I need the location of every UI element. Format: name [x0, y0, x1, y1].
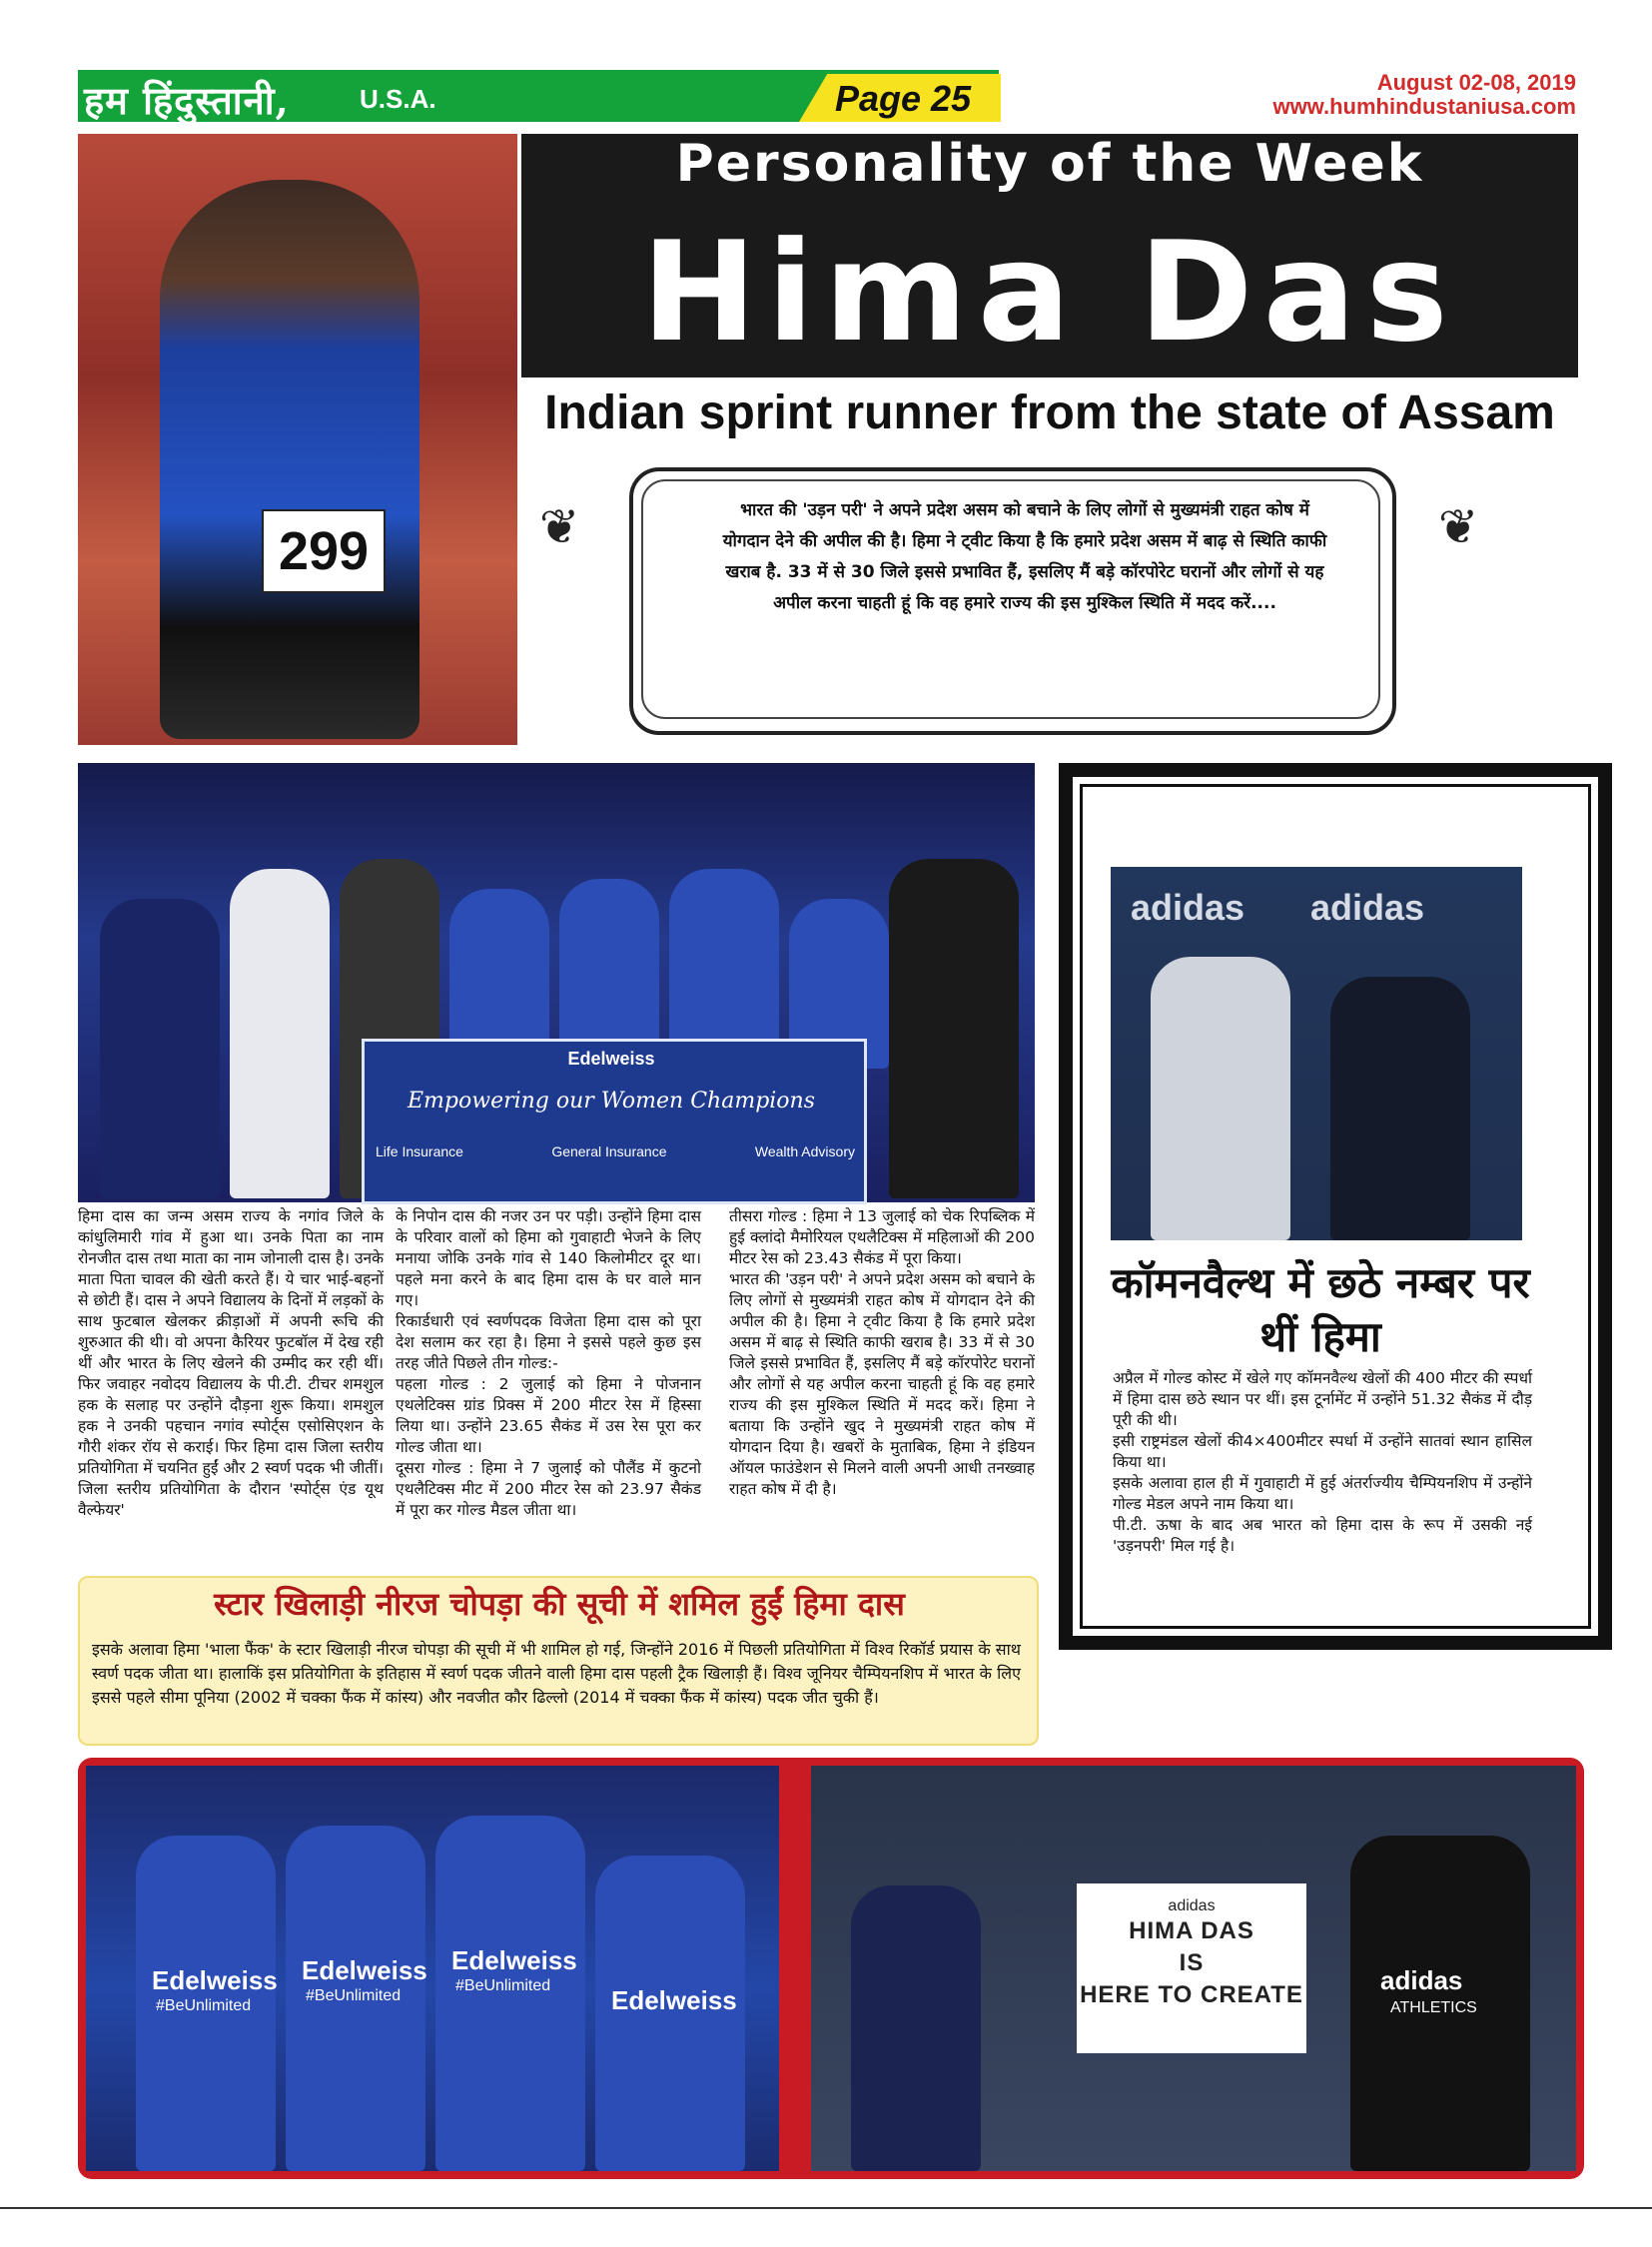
- tee-tag: #BeUnlimited: [455, 1977, 551, 1994]
- sign-logo: adidas: [1168, 1897, 1216, 1914]
- sign-line: IS: [1179, 1949, 1205, 1976]
- tee-brand: Edelweiss: [302, 1955, 427, 1985]
- side-paragraph: इसी राष्ट्रमंडल खेलों की4×400मीटर स्पर्धा में उन्होंने सातवां स्थान हासिल किया था।: [1113, 1432, 1532, 1471]
- article-paragraph: के निपोन दास की नजर उन पर पड़ी। उन्होंने हिमा दास के परिवार वालों को हिमा को गुवाहाटी भेजने के लिए मनाया जोकि उनके गांव से 140 किलोमीटर दूर था। पहले मना करने के बाद हिमा दास के घर वाले मान गए।: [396, 1207, 701, 1309]
- person-figure: [230, 869, 330, 1198]
- side-paragraph: इसके अलावा हाल ही में गुवाहाटी में हुई अंतर्राज्यीय चैम्पियनशिप में उन्होंने गोल्ड मेडल अपने नाम किया था।: [1113, 1474, 1532, 1513]
- ornament-left-icon: ❦: [539, 499, 580, 555]
- article-column-2: [396, 1206, 701, 1521]
- tee-tag: #BeUnlimited: [306, 1987, 402, 2004]
- article-paragraph: पहला गोल्ड : 2 जुलाई को हिमा ने पोजनान एथलेटिक्स ग्रांड प्रिक्स में 200 मीटर रेस में हिस्सा लिया था। उन्होंने 23.65 सैकंड में उस रेस पूरा कर गोल्ड जीता था।: [396, 1375, 701, 1456]
- page-bottom-rule: [0, 2207, 1652, 2209]
- pull-quote: भारत की 'उड़न परी' ने अपने प्रदेश असम को बचाने के लिए लोगों से मुख्यमंत्री राहत कोष में योगदान देने की अपील की है। हिमा ने ट्वीट किया है कि हमारे प्रदेश असम में बाढ़ से स्थिति काफी खराब है. 33 में से 30 जिले इससे प्रभावित हैं, इसलिए मैं बड़े कॉरपोरेट घरानों और लोगों से यह अपील करना चाहती हूं कि वह हमारे राज्य की इस मुश्किल स्थिति में मदद करें....: [722, 500, 1327, 613]
- issue-date: August 02-08, 2019: [1376, 70, 1576, 95]
- person-figure: [851, 1885, 981, 2171]
- sign-line: HERE TO CREATE: [1080, 1981, 1303, 2008]
- shirt-brand: adidas: [1380, 1965, 1463, 1995]
- race-bib: 299: [262, 509, 386, 593]
- side-body: [1113, 1368, 1532, 1557]
- feature-subtitle: Indian sprint runner from the state of Assam: [544, 386, 1555, 439]
- adidas-wall-text: adidas: [1310, 887, 1425, 928]
- side-paragraph: अप्रैल में गोल्ड कोस्ट में खेले गए कॉमनवैल्थ खेलों की 400 मीटर की स्पर्धा में हिमा दास छठे स्थान पर थीं। इस टूर्नामेंट में उन्होंने 51.32 सैकंड में दौड़ पूरी की थी।: [1113, 1369, 1532, 1429]
- page-number: Page 25: [835, 78, 972, 119]
- person-figure: [1151, 957, 1290, 1240]
- article-column-1: [78, 1206, 384, 1521]
- feature-name: Hima Das: [641, 212, 1458, 373]
- adidas-wall-text: adidas: [1131, 887, 1245, 928]
- cheque-brand: Edelweiss: [567, 1049, 655, 1069]
- paper-name: हम हिंदुस्तानी,: [84, 78, 290, 123]
- side-headline: कॉमनवैल्थ में छठे नम्बर पर थीं हिमा: [1111, 1258, 1530, 1361]
- article-paragraph: दूसरा गोल्ड : हिमा ने 7 जुलाई को पौलैंड में कुटनो एथलैटिक्स मीट में 200 मीटर रेस को 23.97 सैकंड में पूरा कर गोल्ड मैडल जीता था।: [396, 1459, 701, 1519]
- athlete-figure: [160, 180, 419, 739]
- tee-tag: #BeUnlimited: [156, 1997, 252, 2014]
- kicker-heading: Personality of the Week: [675, 134, 1424, 194]
- cheque-col-wealth: Wealth Advisory: [754, 1143, 855, 1159]
- article-paragraph: तीसरा गोल्ड : हिमा ने 13 जुलाई को चेक रिपब्लिक में हुई क्लांदो मैमोरियल एथलैटिक्स में महिलाओं की 200 मीटर रेस को 23.43 सैकंड में पूरा किया।: [729, 1207, 1035, 1267]
- tee-brand: Edelweiss: [611, 1985, 737, 2015]
- person-figure: [889, 859, 1019, 1198]
- cheque-title: Empowering our Women Champions: [407, 1089, 816, 1114]
- highlight-headline: स्टार खिलाड़ी नीरज चोपड़ा की सूची में शमिल हुईं हिमा दास: [214, 1585, 905, 1623]
- person-figure: [1330, 977, 1470, 1240]
- paper-region: U.S.A.: [360, 84, 436, 114]
- adidas-photo: [1111, 867, 1522, 1240]
- ornament-right-icon: ❦: [1438, 499, 1479, 555]
- athletes-photo: [86, 1766, 779, 2171]
- website-link[interactable]: www.humhindustaniusa.com: [1272, 94, 1576, 119]
- person-figure: [100, 899, 220, 1198]
- side-paragraph: पी.टी. ऊषा के बाद अब भारत को हिमा दास के रूप में उसकी नई 'उड़नपरी' मिल गई है।: [1113, 1516, 1532, 1555]
- tee-brand: Edelweiss: [152, 1965, 278, 1995]
- cheque-col-life: Life Insurance: [376, 1143, 463, 1159]
- article-column-3: [729, 1206, 1035, 1500]
- cheque-col-general: General Insurance: [551, 1143, 667, 1159]
- shirt-sub: ATHLETICS: [1390, 1999, 1477, 2016]
- article-paragraph: रिकार्डधारी एवं स्वर्णपदक विजेता हिमा दास को पूरा देश सलाम कर रहा है। हिमा ने इससे पहले कुछ इस तरह जीते पिछले तीन गोल्ड:-: [396, 1312, 701, 1372]
- article-paragraph: हिमा दास का जन्म असम राज्य के नगांव जिले के कांधुलिमारी गांव में हुआ था। उनके पिता का नाम रोनजीत दास तथा माता का नाम जोनाली दास है। उनके माता पिता चावल की खेती करते हैं। ये चार भाई-बहनों से छोटी हैं। दास ने अपने विद्यालय के दिनों में लड़कों के साथ फुटबाल खेलकर क्रीड़ाओं में अपनी रूचि की शुरुआत की थी। वो अपना कैरियर फुटबॉल में देख रही थीं और भारत के लिए खेलने की उम्मीद कर रही थीं। फिर जवाहर नवोदय विद्यालय के पी.टी. टीचर शमशुल हक के सलाह पर उन्होंने दौड़ना शुरू किया। शमशुल हक ने उनकी पहचान नगांव स्पोर्ट्स एसोसिएशन के गौरी शंकर रॉय से कराई। फिर हिमा दास जिला स्तरीय प्रतियोगिता में चयनित हुईं और 2 स्वर्ण पदक भी जीतीं। जिला स्तरीय प्रतियोगिता के दौरान 'स्पोर्ट्स एंड यूथ वैल्फेयर': [78, 1207, 385, 1519]
- highlight-text: इसके अलावा हिमा 'भाला फैंक' के स्टार खिलाड़ी नीरज चोपड़ा की सूची में भी शामिल हो गई, जिन्होंने 2016 में पिछली प्रतियोगिता में विश्व रिकॉर्ड प्रयास के साथ स्वर्ण पदक जीता था। हालाकिं इस प्रतियोगिता के इतिहास में स्वर्ण पदक जीतने वाली हिमा दास पहली ट्रैक खिलाड़ी हैं। विश्व जूनियर चैम्पियनशिप में भारत के लिए इससे पहले सीमा पूनिया (2002 में चक्का फैंक में कांस्य) और नवजीत कौर ढिल्लो (2014 में चक्का फैंक में कांस्य) पदक जीत चुकी हैं।: [92, 1640, 1021, 1707]
- cheque-columns: [376, 1143, 855, 1159]
- sign-line: HIMA DAS: [1129, 1917, 1254, 1944]
- article-paragraph: भारत की 'उड़न परी' ने अपने प्रदेश असम को बचाने के लिए लोगों से मुख्यमंत्री राहत कोष में योगदान देने की अपील की है। हिमा ने ट्वीट किया है कि हमारे प्रदेश असम में बाढ़ से स्थिति काफी खराब है। 33 में से 30 जिले इससे प्रभावित हैं, इसलिए मैं बड़े कॉरपोरेट घरानों और लोगों से यह अपील करना चाहती हूं कि वह हमारे राज्य की इस मुश्किल स्थिति में मदद करें। हिमा ने बताया कि उन्होंने खुद ने मुख्यमंत्री राहत कोष में योगदान दिया है। खबरों के मुताबिक, हिमा ने इंडियन ऑयल फाउंडेशन से मिलने वाली अपनी आधी तनख्वाह राहत कोष में दी है।: [729, 1270, 1035, 1498]
- event-sign: [1077, 1883, 1306, 2053]
- tee-brand: Edelweiss: [451, 1945, 577, 1975]
